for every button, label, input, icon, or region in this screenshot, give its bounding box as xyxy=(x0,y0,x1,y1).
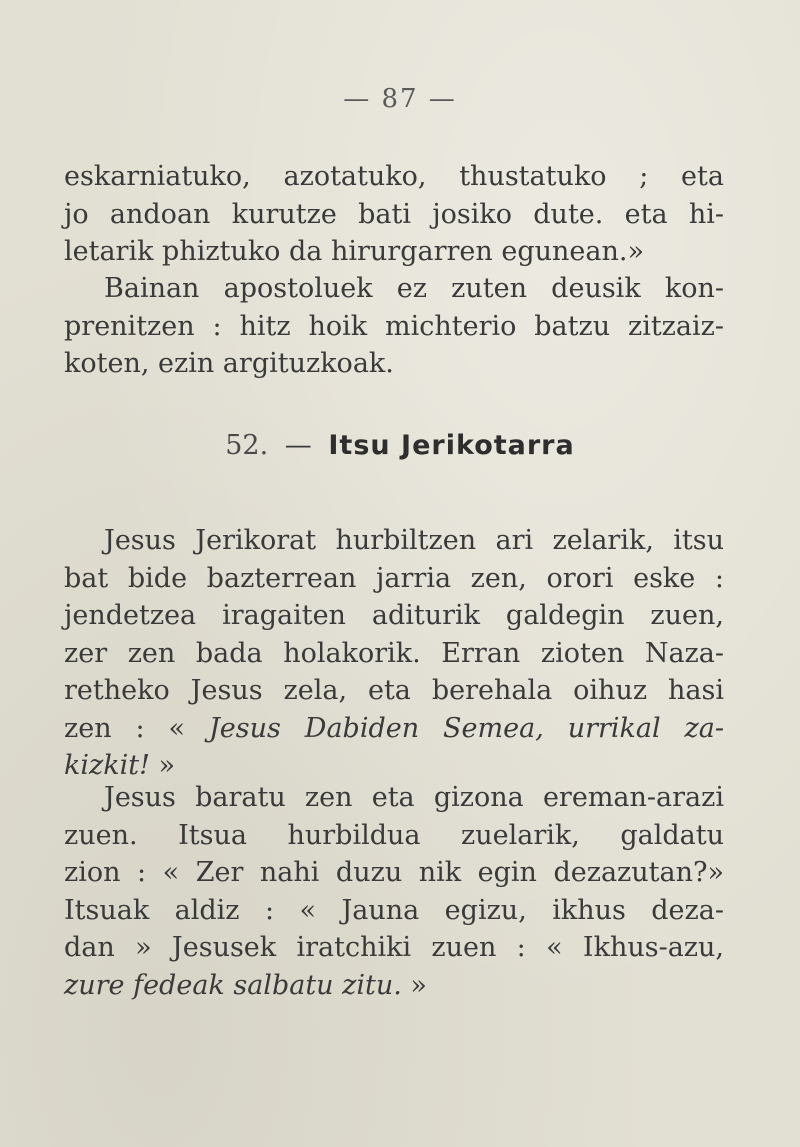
text-line: Itsuak aldiz : « Jauna egizu, ikhus deza- xyxy=(64,894,724,926)
text-run: zen : « xyxy=(64,712,186,744)
section-heading xyxy=(0,430,800,461)
text-line: jo andoan kurutze bati josiko dute. eta hi- xyxy=(64,198,724,230)
section-number: 52. xyxy=(225,430,269,461)
text-line: eskarniatuko, azotatuko, thustatuko ; eta xyxy=(64,161,724,192)
text-line: retheko Jesus zela, eta berehala oihuz hasi xyxy=(64,675,724,706)
paragraph-2 xyxy=(64,270,724,383)
paragraph-1 xyxy=(64,158,724,271)
text-line: Jesus Jerikorat hurbiltzen ari zelarik, itsu xyxy=(104,525,724,556)
section-title: Itsu Jerikotarra xyxy=(328,430,575,461)
text-line xyxy=(64,967,724,1005)
text-line: zuen. Itsua hurbildua zuelarik, galdatu xyxy=(64,819,724,851)
text-line: letarik phiztuko da hirurgarren egunean.» xyxy=(64,236,644,267)
italic-quote: kizkit! xyxy=(64,750,150,781)
text-line: Bainan apostoluek ez zuten deusik kon- xyxy=(104,273,724,304)
text-line: zer zen bada holakorik. Erran zioten Naza- xyxy=(64,637,724,669)
paragraph-3 xyxy=(64,522,724,785)
paragraph-4 xyxy=(64,779,724,1004)
text-run: » xyxy=(401,969,427,1001)
text-line: prenitzen : hitz hoik michterio batzu zitzaiz- xyxy=(64,310,724,342)
text-line xyxy=(64,710,724,748)
italic-quote: Jesus Dabiden Semea, urrikal za- xyxy=(208,712,724,744)
text-line: zion : « Zer nahi duzu nik egin dezazutan?» xyxy=(64,857,724,888)
text-run: » xyxy=(149,750,176,781)
text-line: koten, ezin argituzkoak. xyxy=(64,348,394,379)
page-number: — 87 — xyxy=(343,84,457,114)
text-line: bat bide bazterrean jarria zen, orori eske : xyxy=(64,562,724,594)
section-dash: — xyxy=(284,430,312,461)
text-line: dan » Jesusek iratchiki zuen : « Ikhus-azu, xyxy=(64,932,724,963)
text-line: Jesus baratu zen eta gizona ereman-arazi xyxy=(104,782,724,813)
text-line: jendetzea iragaiten aditurik galdegin zuen, xyxy=(64,600,724,631)
italic-quote: zure fedeak salbatu zitu. xyxy=(64,969,402,1001)
